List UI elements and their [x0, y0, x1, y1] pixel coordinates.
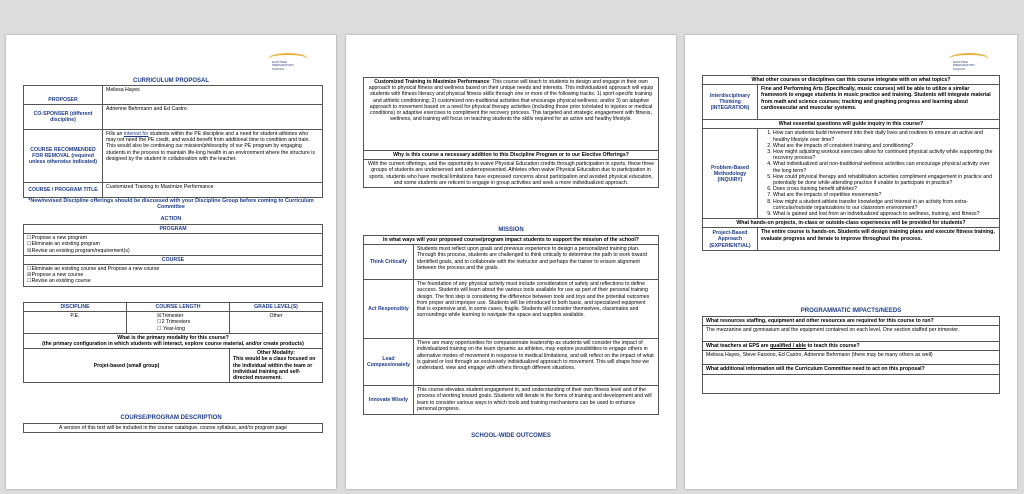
list-item: 6. Does cross training benefit athletes? [773, 186, 996, 192]
description-title: COURSE/PROGRAM DESCRIPTION [120, 415, 222, 421]
action-heading: ACTION [160, 216, 182, 222]
integration-question: What other courses or disciplines can this course integrate with on what topics? [703, 76, 1000, 85]
course-length-option[interactable]: ☐ Year-long [157, 325, 186, 332]
course-rationale: Fills an interest for students within the PE discipline and a need for student-athletes who may not need the PE credit, and would benefit from additional time to condition and train. This would also be continuing our mission/philosophy of our PE program by engaging students in the process to maintain life-long health in an environment where the structure is designed by the student in collaboration with the teacher. [103, 130, 323, 183]
impacts-table [702, 316, 1000, 394]
page-1 [6, 35, 336, 489]
teachers-answer: Melissa Hayes, Steve Fassino, Ed Castro, Adrienne Behrmann (there may be many others as well) [703, 351, 1000, 365]
mission-table: In what ways will your proposed course/program impact students to support the mission of the school? Think Critically Students must reflect upon goals and previous experience to design a personalized training plan. Through this process, students are challenged to think critically to determine the path to work toward identified goals, and to collaborate with the instructor and perhaps the trainer to ensure alignment between the process and the goals. Act Responsibly The foundation of any physical activity must include consideration of safety and reflections to define success. Students will learn about the various tools available for use as part of their personal training design. The first step is considering the difference between tools and toys and the potential outcomes from proper and improper use. Students will be introduced to both basic, and specialized equipment that is expensive and, in some cases, fragile. Students will consider themselves, classmates and surroundings while learning to navigate the space and supplies available. Lead Compassionately There are many opportunities for compassionate leadership as students will consider the impact of individualized training on the team dynamic as athletes, may explore possibilities to engage others in alternative modes of movement in response to medical limitations, and will reflect on the impact of what is gained or lost through an exclusively individualized approach to movement. This will shape how we understand, view and engage with others through different situations. Innovate Wisely This course elevates student engagement in, and understanding of their own fitness level and of the process of working toward goals. Students will iterate in the forms of training and development and will learn to consider various ways in which tools and training mechanisms can be used to enhance personal progress. [363, 235, 659, 415]
proposal-info-table: PROPOSER Melissa Hayes CO-SPONSER (different discipline) Adrienne Behrmann and Ed Castro COURSE RECOMMENDED FOR REMOVAL (required unless otherwise indicated) Fills an interest for students within the PE discipline and a need for student-athletes who may not need the PE credit, and would benefit from additional time to condition and train. This would also be continuing our mission/philosophy of our PE program by engaging students in the process to maintain life-long health in an environment where the structure is designed by the student in collaboration with the teacher. COURSE / PROGRAM TITLE Customized Training to Maximize Performance [23, 85, 323, 198]
list-item: 7. What are the impacts of repetitive movements? [773, 192, 996, 198]
additional-question: What additional information will the Curriculum Committee need to act on this proposal? [703, 365, 1000, 374]
program-options [24, 234, 323, 256]
grade-level-value: Other [230, 312, 323, 334]
modality-answer: Projet-based (small group) [24, 349, 230, 383]
course-description-table [363, 77, 659, 188]
list-item: 1. How can students build movement into their daily lives and routines to ensure an active and healthy lifestyle over time? [773, 130, 996, 142]
list-item: 4. What individualized and non-traditional wellness activities can encourage physical activity over the long term? [773, 161, 996, 173]
hands-on-question: What hands-on projects, in-class or outside-class experiences will be provided for students? [703, 219, 1000, 228]
description-note: A version of this text will be included in the course catalogue, course syllabus, and/or program page [24, 424, 323, 433]
page-3 [685, 35, 1017, 489]
course-options [24, 265, 323, 287]
impacts-title: PROGRAMMATIC IMPACTS/NEEDS [800, 308, 902, 314]
why-question: Why is this course a necessary addition to this Discipline Program or to our Elective Offerings? [364, 151, 659, 160]
resources-answer: The mezzanine and gymnasium and the equipment contained on each level. One section staffed per trimester. [703, 326, 1000, 342]
modality-question: What is the primary modality for this course? (the primary configuration in which students will interact, explore course material, and/or create products) [24, 333, 323, 348]
action-table: PROGRAM ☐Propose a new program ☐Eliminate an existing program ☒Revise an existing program/requirement(s) COURSE ☐Eliminate an existing course and Propose a new course ☒Propose a new course ☐Revise an existing course [23, 224, 323, 287]
page-2 [346, 35, 676, 489]
list-item: 5. How could physical therapy and rehabilitation activities compliment engagement in practice and potentially be done while attending practice if unable to participate in practice? [773, 174, 996, 186]
program-option[interactable]: ☐Eliminate an existing program [27, 241, 100, 248]
program-option[interactable]: ☐Propose a new program [27, 235, 88, 242]
essential-question: What essential questions will guide inquiry in this course? [703, 120, 1000, 129]
discipline-value: P.E. [24, 312, 127, 334]
list-item: 8. How might a student-athlete transfer knowledge and interest in an activity from extra-curricular/outside organizations to our classroom environment? [773, 199, 996, 211]
program-option[interactable]: ☒Revise an existing program/requirement(s) [27, 247, 130, 254]
course-description: Customized Training to Maximize Performance: This course will teach to students to design and engage in their own approach to physical fitness and wellness based on their unique needs and interests. This individualized approach will equip students with fitness literacy and physical fitness skills through one or more of the following tracks: 1) sport-specific training and athletic conditioning; 2) customized non-traditional activities that encourage physical wellness; and/or 3) an adaptive approach to movement based on a need for physical therapy activities (including those prior to/related to injuries or medical conditions) or adaptive exercises to compliment the recovery process. This targeted and strategic engagement with fitness, wellness, and training will focus on teaching students the skills required for an active and healthy lifestyle. [364, 78, 659, 151]
course-details-table: DISCIPLINE COURSE LENGTH GRADE LEVEL(S) P.E. ☒Trimester ☐2 Trimesters ☐ Year-long Other What is the primary modality for this course? (the primary configuration in which students will interact, explore course material, and/or create products) Projet-based (small group) Other Modality: This would be a class focused on the individual within the team or individual training and self-directed movement. [23, 302, 323, 383]
mission-question: In what ways will your proposed course/program impact students to support the mission of the school? [364, 236, 659, 245]
course-length-option[interactable]: ☒Trimester [157, 313, 184, 320]
list-item: 2. What are the impacts of consistent training and conditioning? [773, 143, 996, 149]
resources-question: What resources staffing, equipment and other resources are required for this course to run? [703, 317, 1000, 326]
course-option[interactable]: ☐Eliminate an existing course and Propose a new course [27, 266, 160, 273]
list-item: 9. What is gained and lost from an individualized approach to wellness, training, and fitness? [773, 211, 996, 217]
course-length-option[interactable]: ☐2 Trimesters [157, 319, 191, 326]
course-option[interactable]: ☒Propose a new course [27, 272, 84, 279]
course-option[interactable]: ☐Revise an existing course [27, 278, 91, 285]
school-logo: EASTSIDE PREPARATORY SCHOOL [949, 53, 995, 73]
essential-questions-list [758, 129, 1000, 219]
curriculum-proposal-title: CURRICULUM PROPOSAL [133, 78, 209, 84]
why-answer: With the current offerings, and the opportunity to waive Physical Education credits through participation in sports, these three groups of students are underserved and underrepresented. Athletes often waive Physical Education due to participation in sports, students who have medical limitations have expressed concerns about participation and avoided physical education, and some students are reticent to engage in group activities and seek a more individualized approach. [364, 160, 659, 188]
outcomes-title: SCHOOL-WIDE OUTCOMES [471, 433, 551, 439]
mission-title: MISSION [498, 227, 524, 233]
course-length-options [127, 312, 230, 334]
list-item: 3. How might adjusting workout exercises allow for continued physical activity while supporting the recovery process? [773, 149, 996, 161]
teachers-question: What teachers at EPS are qualified / able to teach this course? [703, 342, 1000, 351]
school-wide-outcomes-table: What other courses or disciplines can this course integrate with on what topics? Interdisciplinary Thinking (INTEGRATION) Fine and Performing Arts (Specifically, music courses) will be able to utilize a similar framework to engage students in music practice and training. Students will integrate material from math and science courses; tracking and graphing progress and learning about cardiovascular and muscular systems. What essential questions will guide inquiry in this course? Problem-Based Methodology (INQUIRY) 1. How can students build movement into their daily lives and routines to ensure an active and healthy lifestyle over time? 2. What are the impacts of consistent training and conditioning? 3. How might adjusting workout exercises allow for continued physical activity while supporting the recovery process? 4. What individualized and non-traditional wellness activities can encourage physical activity over the long term? 5. How could physical therapy and rehabilitation activities compliment engagement in practice and potentially be done while attending practice if unable to participate in practice? 6. Does cross training benefit athletes? 7. What are the impacts of repetitive movements? 8. How might a student-athlete transfer knowledge and interest in an activity from extra-curricular/outside organizations to our classroom environment? 9. What is gained and lost from an individualized approach to wellness, training, and fitness? What hands-on projects, in-class or outside-class experiences will be provided for students? Project-Based Approach (EXPERIENTIAL) The entire course is hands-on. Students will design training plans and execute fitness training, evaluate progress and iterate to improve throughout the process. [702, 75, 1000, 251]
additional-answer [703, 374, 1000, 393]
discipline-note: *New/revised Discipline offerings should be discussed with your Discipline Group before coming to Curriculum Committee [28, 198, 314, 210]
school-logo: EASTSIDE PREPARATORY SCHOOL [268, 53, 314, 73]
description-table [23, 423, 323, 433]
other-modality: Other Modality: This would be a class focused on the individual within the team or individual training and self-directed movement. [230, 349, 323, 383]
